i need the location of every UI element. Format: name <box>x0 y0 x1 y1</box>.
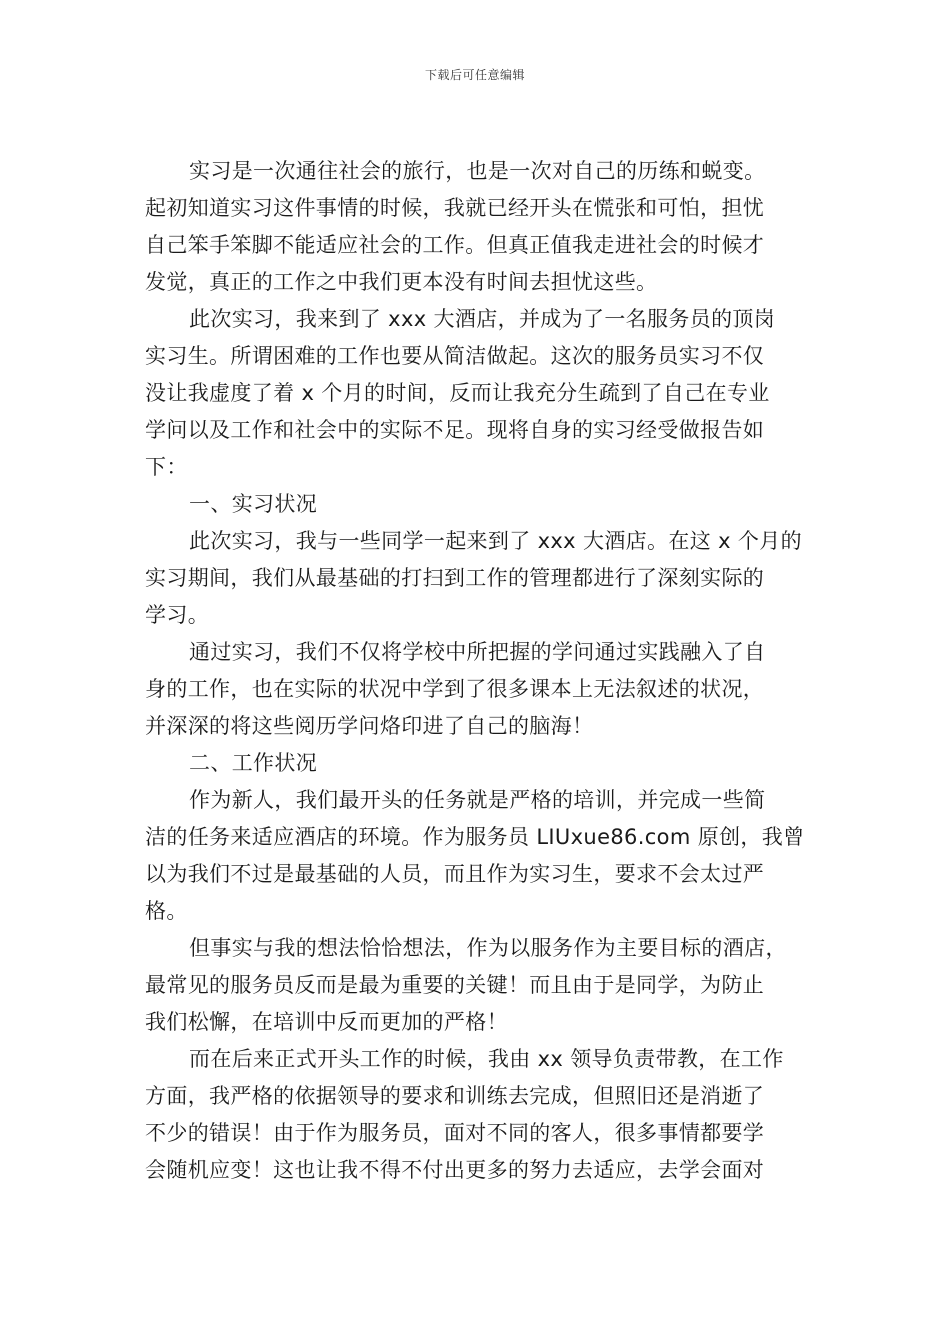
text-line: 方面，我严格的依据领导的要求和训练去完成，但照旧还是消逝了 <box>145 1084 765 1108</box>
text-line: 学问以及工作和社会中的实际不足。现将自身的实习经受做报告如 <box>145 418 765 442</box>
text-line: 自己笨手笨脚不能适应社会的工作。但真正值我走进社会的时候才 <box>145 233 765 257</box>
text-line: 但事实与我的想法恰恰想法，作为以服务作为主要目标的酒店， <box>189 936 787 960</box>
text-line: 不少的错误！由于作为服务员，面对不同的客人，很多事情都要学 <box>145 1121 765 1145</box>
text-line: 学习。 <box>145 603 210 627</box>
page-header: 下载后可任意编辑 <box>424 68 525 82</box>
text-line: 作为新人，我们最开头的任务就是严格的培训，并完成一些简 <box>189 788 766 812</box>
text-line: 我们松懈，在培训中反而更加的严格！ <box>145 1010 508 1034</box>
text-line: 洁的任务来适应酒店的环境。作为服务员 LIUxue86.com 原创，我曾 <box>145 825 805 849</box>
text-line: 身的工作，也在实际的状况中学到了很多课本上无法叙述的状况， <box>145 677 765 701</box>
text-line: 发觉，真正的工作之中我们更本没有时间去担忧这些。 <box>145 270 658 294</box>
text-line: 格。 <box>145 899 188 923</box>
document-body <box>145 153 810 1189</box>
text-line: 实习期间，我们从最基础的打扫到工作的管理都进行了深刻实际的 <box>145 566 765 590</box>
text-line: 而在后来正式开头工作的时候，我由 xx 领导负责带教，在工作 <box>189 1047 784 1071</box>
text-line: 以为我们不过是最基础的人员，而且作为实习生，要求不会太过严 <box>145 862 765 886</box>
text-line: 起初知道实习这件事情的时候，我就已经开头在慌张和可怕，担忧 <box>145 196 765 220</box>
text-line: 通过实习，我们不仅将学校中所把握的学问通过实践融入了自 <box>189 640 766 664</box>
text-line: 此次实习，我来到了 xxx 大酒店，并成为了一名服务员的顶岗 <box>189 307 776 331</box>
text-line: 没让我虚度了着 x 个月的时间，反而让我充分生疏到了自己在专业 <box>145 381 770 405</box>
text-line: 并深深的将这些阅历学问烙印进了自己的脑海！ <box>145 714 594 738</box>
text-line: 此次实习，我与一些同学一起来到了 xxx 大酒店。在这 x 个月的 <box>189 529 802 553</box>
text-line: 最常见的服务员反而是最为重要的关键！而且由于是同学，为防止 <box>145 973 765 997</box>
text-line: 实习生。所谓困难的工作也要从简洁做起。这次的服务员实习不仅 <box>145 344 765 368</box>
text-line: 一、实习状况 <box>189 492 318 516</box>
text-line: 下： <box>145 455 188 479</box>
text-line: 二、工作状况 <box>189 751 318 775</box>
text-line: 会随机应变！这也让我不得不付出更多的努力去适应，去学会面对 <box>145 1158 765 1182</box>
text-line: 实习是一次通往社会的旅行，也是一次对自己的历练和蜕变。 <box>189 159 766 183</box>
